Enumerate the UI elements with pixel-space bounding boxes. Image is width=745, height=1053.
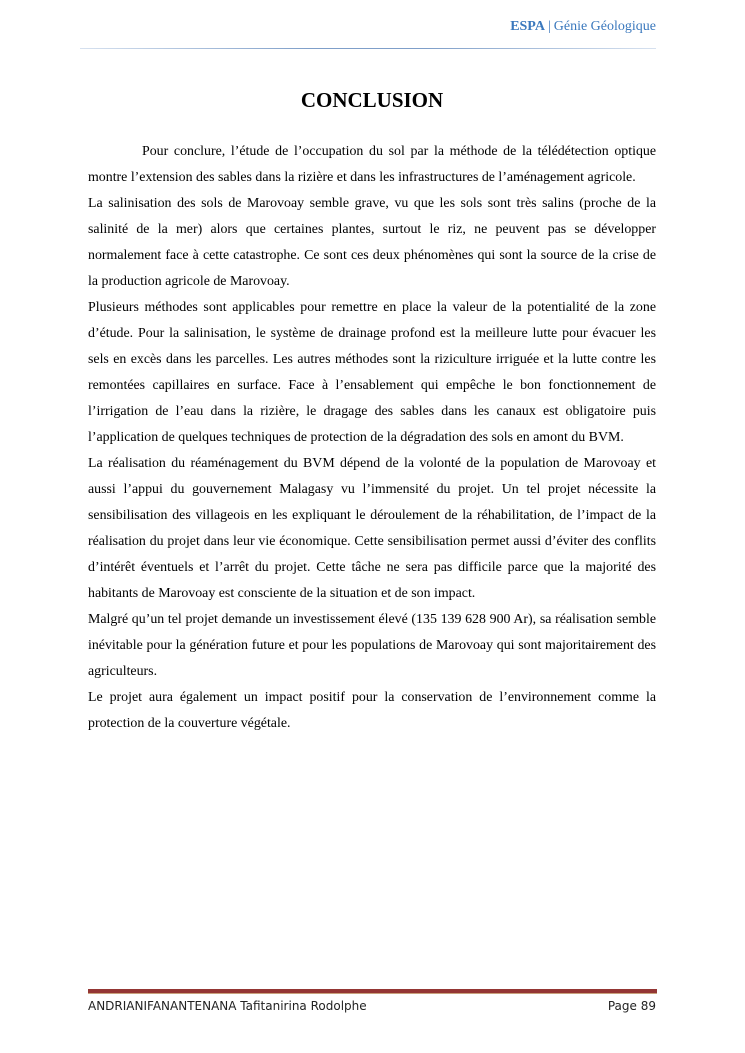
page-number: Page 89: [607, 999, 656, 1013]
paragraph: La réalisation du réaménagement du BVM dépend de la volonté de la population de Marovoay et aussi l’appui du gouvernement Malagasy vu l’immensité du projet. Un tel projet nécessite la sensibilisation des villageois en les expliquant le déroulement de la réhabilitation, de l’impact de la réalisation du projet dans leur vie économique. Cette sensibilisation permet aussi d’éviter des conflits d’intérêt éventuels et l’arrêt du projet. Cette tâche ne sera pas difficile parce que la majorité des habitants de Marovoay est consciente de la situation et de son impact.: [88, 456, 656, 601]
footer-divider: [88, 989, 657, 994]
paragraph: Malgré qu’un tel projet demande un investissement élevé (135 139 628 900 Ar), sa réalisation semble inévitable pour la génération future et pour les populations de Marovoay qui sont majoritairement des agriculteurs.: [88, 612, 656, 679]
footer-author: ANDRIANIFANANTENANA Tafitanirina Rodolphe: [88, 999, 367, 1013]
header-institution: ESPA: [510, 19, 545, 34]
running-header: [510, 19, 656, 35]
page-title: CONCLUSION: [300, 88, 444, 112]
header-department: Génie Géologique: [553, 19, 656, 34]
paragraph: Le projet aura également un impact positif pour la conservation de l’environnement comme la protection de la couverture végétale.: [88, 690, 656, 731]
document-body: [88, 139, 656, 737]
paragraph: Pour conclure, l’étude de l’occupation du sol par la méthode de la télédétection optique montre l’extension des sables dans la rizière et dans les infrastructures de l’aménagement agricole.: [88, 144, 656, 185]
paragraph: La salinisation des sols de Marovoay semble grave, vu que les sols sont très salins (proche de la salinité de la mer) alors que certaines plantes, surtout le riz, ne peuvent pas se développer normalement face à cette catastrophe. Ce sont ces deux phénomènes qui sont la source de la crise de la production agricole de Marovoay.: [88, 196, 656, 289]
header-divider: [80, 48, 656, 49]
paragraph: Plusieurs méthodes sont applicables pour remettre en place la valeur de la potentialité de la zone d’étude. Pour la salinisation, le système de drainage profond est la meilleure lutte pour évacuer les sels en excès dans les parcelles. Les autres méthodes sont la riziculture irriguée et la lutte contre les remontées capillaires en surface. Face à l’ensablement qui empêche le bon fonctionnement de l’irrigation de l’eau dans la rizière, le dragage des sables dans les canaux est obligatoire puis l’application de quelques techniques de protection de la dégradation des sols en amont du BVM.: [88, 300, 656, 445]
header-separator: |: [547, 19, 551, 34]
